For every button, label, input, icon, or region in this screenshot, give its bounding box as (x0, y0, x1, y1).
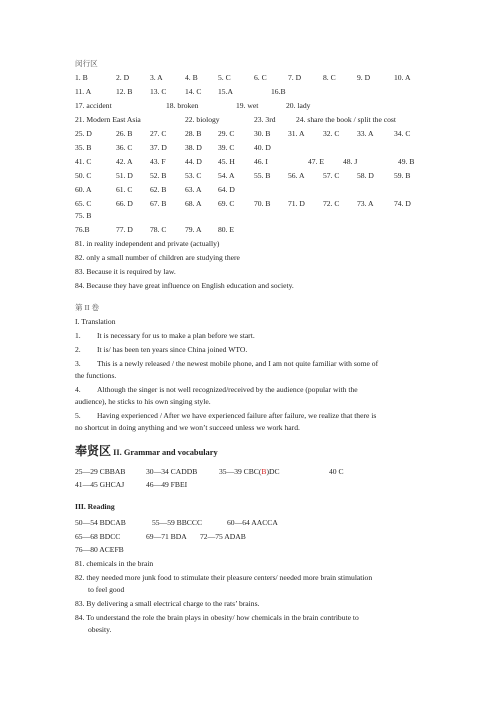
answer-cell: 7. D (288, 73, 302, 82)
grammar-title: II. Grammar and vocabulary (113, 448, 218, 457)
answer-cell: 66. D (116, 199, 133, 208)
answer-cell: 41. C (75, 157, 92, 166)
grammar-group: 46—49 FBEI (146, 480, 188, 489)
reading-group: 50—54 BDCAB (75, 518, 126, 527)
answer-cell: 37. D (150, 143, 167, 152)
district-title-fengxian: 奉贤区 (75, 444, 112, 458)
answer-cell: 59. B (394, 171, 411, 180)
answer-cell: 61. C (116, 185, 133, 194)
translation-number: 5. (75, 411, 81, 420)
answer-cell: 76.B (75, 225, 90, 234)
answer-cell: 33. A (357, 129, 374, 138)
answer-cell: 57. C (323, 171, 340, 180)
answer-cell: 40. D (254, 143, 271, 152)
grammar-group: 41—45 GHCAJ (75, 480, 125, 489)
answer-cell: 51. D (116, 171, 133, 180)
answer-cell: 8. C (323, 73, 336, 82)
answer-cell: 62. B (150, 185, 167, 194)
answer-cell: 69. C (218, 199, 235, 208)
answer-cell: 60. A (75, 185, 92, 194)
answer-cell: 24. share the book / split the cost (296, 115, 396, 124)
short-answer: 82. only a small number of children are studying there (75, 253, 240, 262)
short-answer: 84. Because they have great influence on English education and society. (75, 281, 294, 290)
answer-cell: 67. B (150, 199, 167, 208)
part-two-heading: 第 II 卷 (75, 303, 100, 312)
short-answer: 81. chemicals in the brain (75, 559, 154, 568)
translation-text: This is a newly released / the newest mobile phone, and I am not quite familiar with some of (97, 359, 379, 368)
answer-cell: 50. C (75, 171, 92, 180)
reading-title: III. Reading (75, 502, 115, 511)
grammar-group-corrected: 35—39 CBC(B)DC (219, 467, 280, 476)
answer-cell: 72. C (323, 199, 340, 208)
fengxian-section-heading (75, 445, 218, 459)
translation-text: audience), he sticks to his own singing style. (75, 397, 211, 406)
answer-cell: 26. B (116, 129, 133, 138)
answer-cell: 70. B (254, 199, 271, 208)
translation-text: the functions. (75, 371, 117, 380)
answer-cell: 54. A (218, 171, 235, 180)
answer-cell: 48. J (343, 157, 358, 166)
answer-cell: 65. C (75, 199, 92, 208)
reading-group: 76—80 ACEFB (75, 545, 124, 554)
translation-text: It is necessary for us to make a plan before we start. (97, 331, 255, 340)
answer-cell: 79. A (185, 225, 202, 234)
answer-cell: 52. B (150, 171, 167, 180)
answer-cell: 22. biology (185, 115, 220, 124)
answer-cell: 23. 3rd (254, 115, 276, 124)
district-title-minhang: 闵行区 (75, 59, 98, 68)
answer-cell: 31. A (288, 129, 305, 138)
answer-cell: 34. C (394, 129, 411, 138)
answer-cell: 80. E (218, 225, 235, 234)
answer-cell: 38. D (185, 143, 202, 152)
answer-cell: 78. C (150, 225, 167, 234)
answer-cell: 63. A (185, 185, 202, 194)
answer-cell: 29. C (218, 129, 235, 138)
answer-cell: 14. C (185, 87, 202, 96)
short-answer: obesity. (88, 625, 112, 634)
translation-number: 2. (75, 345, 81, 354)
answer-cell: 77. D (116, 225, 133, 234)
reading-group: 72—75 ADAB (200, 532, 246, 541)
answer-cell: 45. H (218, 157, 235, 166)
answer-cell: 2. D (116, 73, 130, 82)
answer-cell: 9. D (357, 73, 371, 82)
translation-text: It is/ has been ten years since China joined WTO. (97, 345, 248, 354)
answer-cell: 11. A (75, 87, 92, 96)
answer-cell: 3. A (150, 73, 163, 82)
answer-cell: 46. I (254, 157, 268, 166)
answer-cell: 6. C (254, 73, 267, 82)
answer-cell: 47. E (308, 157, 325, 166)
answer-cell: 18. broken (166, 101, 199, 110)
answer-cell: 53. C (185, 171, 202, 180)
answer-cell: 49. B (398, 157, 415, 166)
short-answer: 82. they needed more junk food to stimulate their pleasure centers/ needed more brain stimulation (75, 573, 373, 582)
answer-cell: 30. B (254, 129, 271, 138)
answer-cell: 44. D (185, 157, 202, 166)
answer-cell: 35. B (75, 143, 92, 152)
short-answer: 83. Because it is required by law. (75, 267, 176, 276)
short-answer: to feel good (88, 585, 125, 594)
answer-cell: 28. B (185, 129, 202, 138)
answer-cell: 55. B (254, 171, 271, 180)
reading-group: 60—64 AACCA (227, 518, 278, 527)
answer-cell: 4. B (185, 73, 198, 82)
answer-cell: 17. accident (75, 101, 112, 110)
translation-text: Having experienced / After we have experienced failure after failure, we realize that there is (97, 411, 377, 420)
answer-cell: 21. Modern East Asia (75, 115, 141, 124)
grammar-group: 30—34 CADDB (146, 467, 198, 476)
answer-cell: 56. A (288, 171, 305, 180)
answer-cell: 64. D (218, 185, 235, 194)
answer-cell: 13. C (150, 87, 167, 96)
answer-cell: 15.A (218, 87, 233, 96)
answer-cell: 68. A (185, 199, 202, 208)
reading-group: 55—59 BBCCC (152, 518, 203, 527)
reading-group: 69—71 BDA (146, 532, 187, 541)
answer-cell: 1. B (75, 73, 88, 82)
answer-cell: 58. D (357, 171, 374, 180)
answer-cell: 20. lady (286, 101, 311, 110)
answer-cell: 75. B (75, 211, 92, 220)
answer-cell: 73. A (357, 199, 374, 208)
translation-number: 1. (75, 331, 81, 340)
answer-cell: 36. C (116, 143, 133, 152)
reading-group: 65—68 BDCC (75, 532, 121, 541)
answer-cell: 27. C (150, 129, 167, 138)
answer-cell: 19. wet (236, 101, 259, 110)
answer-cell: 74. D (394, 199, 411, 208)
grammar-group: 40 C (329, 467, 344, 476)
translation-text: no shortcut in doing anything and we won’t succeed unless we work hard. (75, 423, 300, 432)
short-answer: 84. To understand the role the brain plays in obesity/ how chemicals in the brain contribute to (75, 613, 359, 622)
translation-text: Although the singer is not well recognized/received by the audience (popular with the (97, 385, 358, 394)
answer-cell: 16.B (271, 87, 286, 96)
answer-cell: 32. C (323, 129, 340, 138)
answer-cell: 10. A (394, 73, 411, 82)
translation-title: I. Translation (75, 317, 116, 326)
short-answer: 81. in reality independent and private (actually) (75, 239, 220, 248)
correction-mark: B (261, 467, 267, 476)
answer-cell: 12. B (116, 87, 133, 96)
short-answer: 83. By delivering a small electrical charge to the rats’ brains. (75, 599, 260, 608)
answer-cell: 5. C (218, 73, 231, 82)
answer-cell: 42. A (116, 157, 133, 166)
translation-number: 4. (75, 385, 81, 394)
answer-cell: 25. D (75, 129, 92, 138)
grammar-group: 25—29 CBBAB (75, 467, 126, 476)
answer-cell: 71. D (288, 199, 305, 208)
answer-cell: 39. C (218, 143, 235, 152)
translation-number: 3. (75, 359, 81, 368)
answer-cell: 43. F (150, 157, 166, 166)
